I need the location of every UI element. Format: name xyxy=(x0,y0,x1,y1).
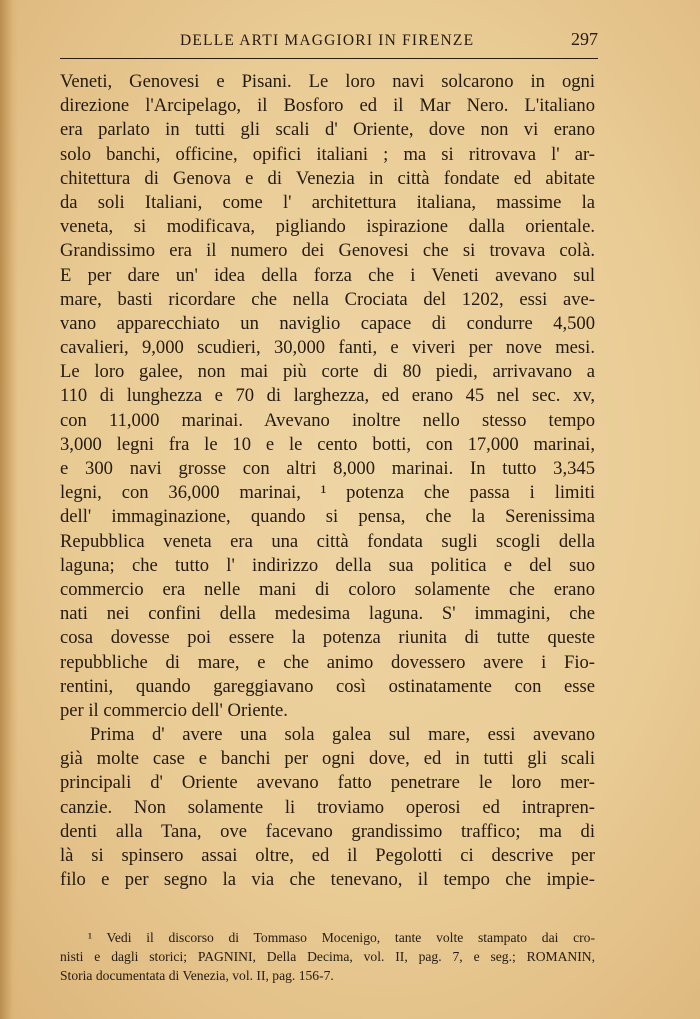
page-gutter-shadow xyxy=(0,0,18,1019)
footnote-line: nisti e dagli storici; PAGNINI, Della Decima, vol. II, pag. 7, e seg.; ROMANIN, xyxy=(60,949,595,964)
text-line: solo banchi, officine, opifici italiani ; ma si ritrovava l' ar- xyxy=(60,143,595,165)
text-line: veneta, si modificava, pigliando ispirazione dalla orientale. xyxy=(60,216,595,238)
text-line: cavalieri, 9,000 scudieri, 30,000 fanti, e viveri per nove mesi. xyxy=(60,337,595,359)
footnotes xyxy=(60,928,595,985)
text-line: denti alla Tana, ove facevano grandissimo traffico; ma di xyxy=(60,820,595,842)
text-line: già molte case e banchi per ogni dove, ed in tutti gli scali xyxy=(60,748,595,770)
body-text xyxy=(60,70,595,892)
text-line: là si spinsero assai oltre, ed il Pegolotti ci descrive per xyxy=(60,845,595,866)
running-head: DELLE ARTI MAGGIORI IN FIRENZE xyxy=(180,32,475,49)
text-line: cosa dovesse poi essere la potenza riunita di tutte queste xyxy=(60,627,595,649)
text-line: Prima d' avere una sola galea sul mare, essi avevano xyxy=(90,724,595,746)
text-line: commercio era nelle mani di coloro solamente che erano xyxy=(60,578,595,600)
text-line: Grandissimo era il numero dei Genovesi che si trovava colà. xyxy=(60,240,595,262)
text-line: filo e per segno la via che tenevano, il tempo che impie- xyxy=(60,869,595,891)
text-line: canzie. Non solamente li troviamo operosi ed intrapren- xyxy=(60,796,595,818)
text-line: repubbliche di mare, e che animo dovessero avere i Fio- xyxy=(60,651,595,673)
text-line: nati nei confini della medesima laguna. S' immagini, che xyxy=(60,603,595,625)
text-line: laguna; che tutto l' indirizzo della sua politica e del suo xyxy=(60,554,595,576)
text-line: era parlato in tutti gli scali d' Oriente, dove non vi erano xyxy=(60,119,595,141)
text-line: 110 di lunghezza e 70 di larghezza, ed erano 45 nel sec. xv, xyxy=(60,385,595,407)
text-line: legni, con 36,000 marinai, ¹ potenza che passa i limiti xyxy=(60,482,595,504)
text-line: Repubblica veneta era una città fondata sugli scogli della xyxy=(60,530,595,552)
text-line: E per dare un' idea della forza che i Veneti avevano sul xyxy=(60,264,595,286)
page-number: 297 xyxy=(571,29,598,49)
text-line: rentini, quando gareggiavano così ostinatamente con esse xyxy=(60,675,595,697)
text-line: con 11,000 marinai. Avevano inoltre nello stesso tempo xyxy=(60,409,595,431)
text-line: principali d' Oriente avevano fatto penetrare le loro mer- xyxy=(60,772,595,794)
page-header xyxy=(60,28,598,58)
text-line: mare, basti ricordare che nella Crociata del 1202, essi ave- xyxy=(60,288,595,310)
footnote-line: ¹ Vedi il discorso di Tommaso Mocenigo, tante volte stampato dai cro- xyxy=(88,930,595,945)
text-line: Le loro galee, non mai più corte di 80 piedi, arrivavano a xyxy=(60,361,595,383)
header-rule xyxy=(60,58,598,59)
text-line: direzione l'Arcipelago, il Bosforo ed il Mar Nero. L'italiano xyxy=(60,95,595,117)
text-line: vano apparecchiato un naviglio capace di condurre 4,500 xyxy=(60,312,595,334)
text-line: per il commercio dell' Oriente. xyxy=(60,699,288,721)
text-line: da soli Italiani, come l' architettura italiana, massime la xyxy=(60,191,595,213)
text-line: 3,000 legni fra le 10 e le cento botti, con 17,000 marinai, xyxy=(60,433,595,455)
text-line: Veneti, Genovesi e Pisani. Le loro navi solcarono in ogni xyxy=(60,71,595,92)
text-line: chitettura di Genova e di Venezia in città fondate ed abitate xyxy=(60,167,595,189)
text-line: dell' immaginazione, quando si pensa, che la Serenissima xyxy=(60,506,595,528)
footnote-line: Storia documentata di Venezia, vol. II, pag. 156-7. xyxy=(60,968,334,983)
text-line: e 300 navi grosse con altri 8,000 marinai. In tutto 3,345 xyxy=(60,458,595,479)
